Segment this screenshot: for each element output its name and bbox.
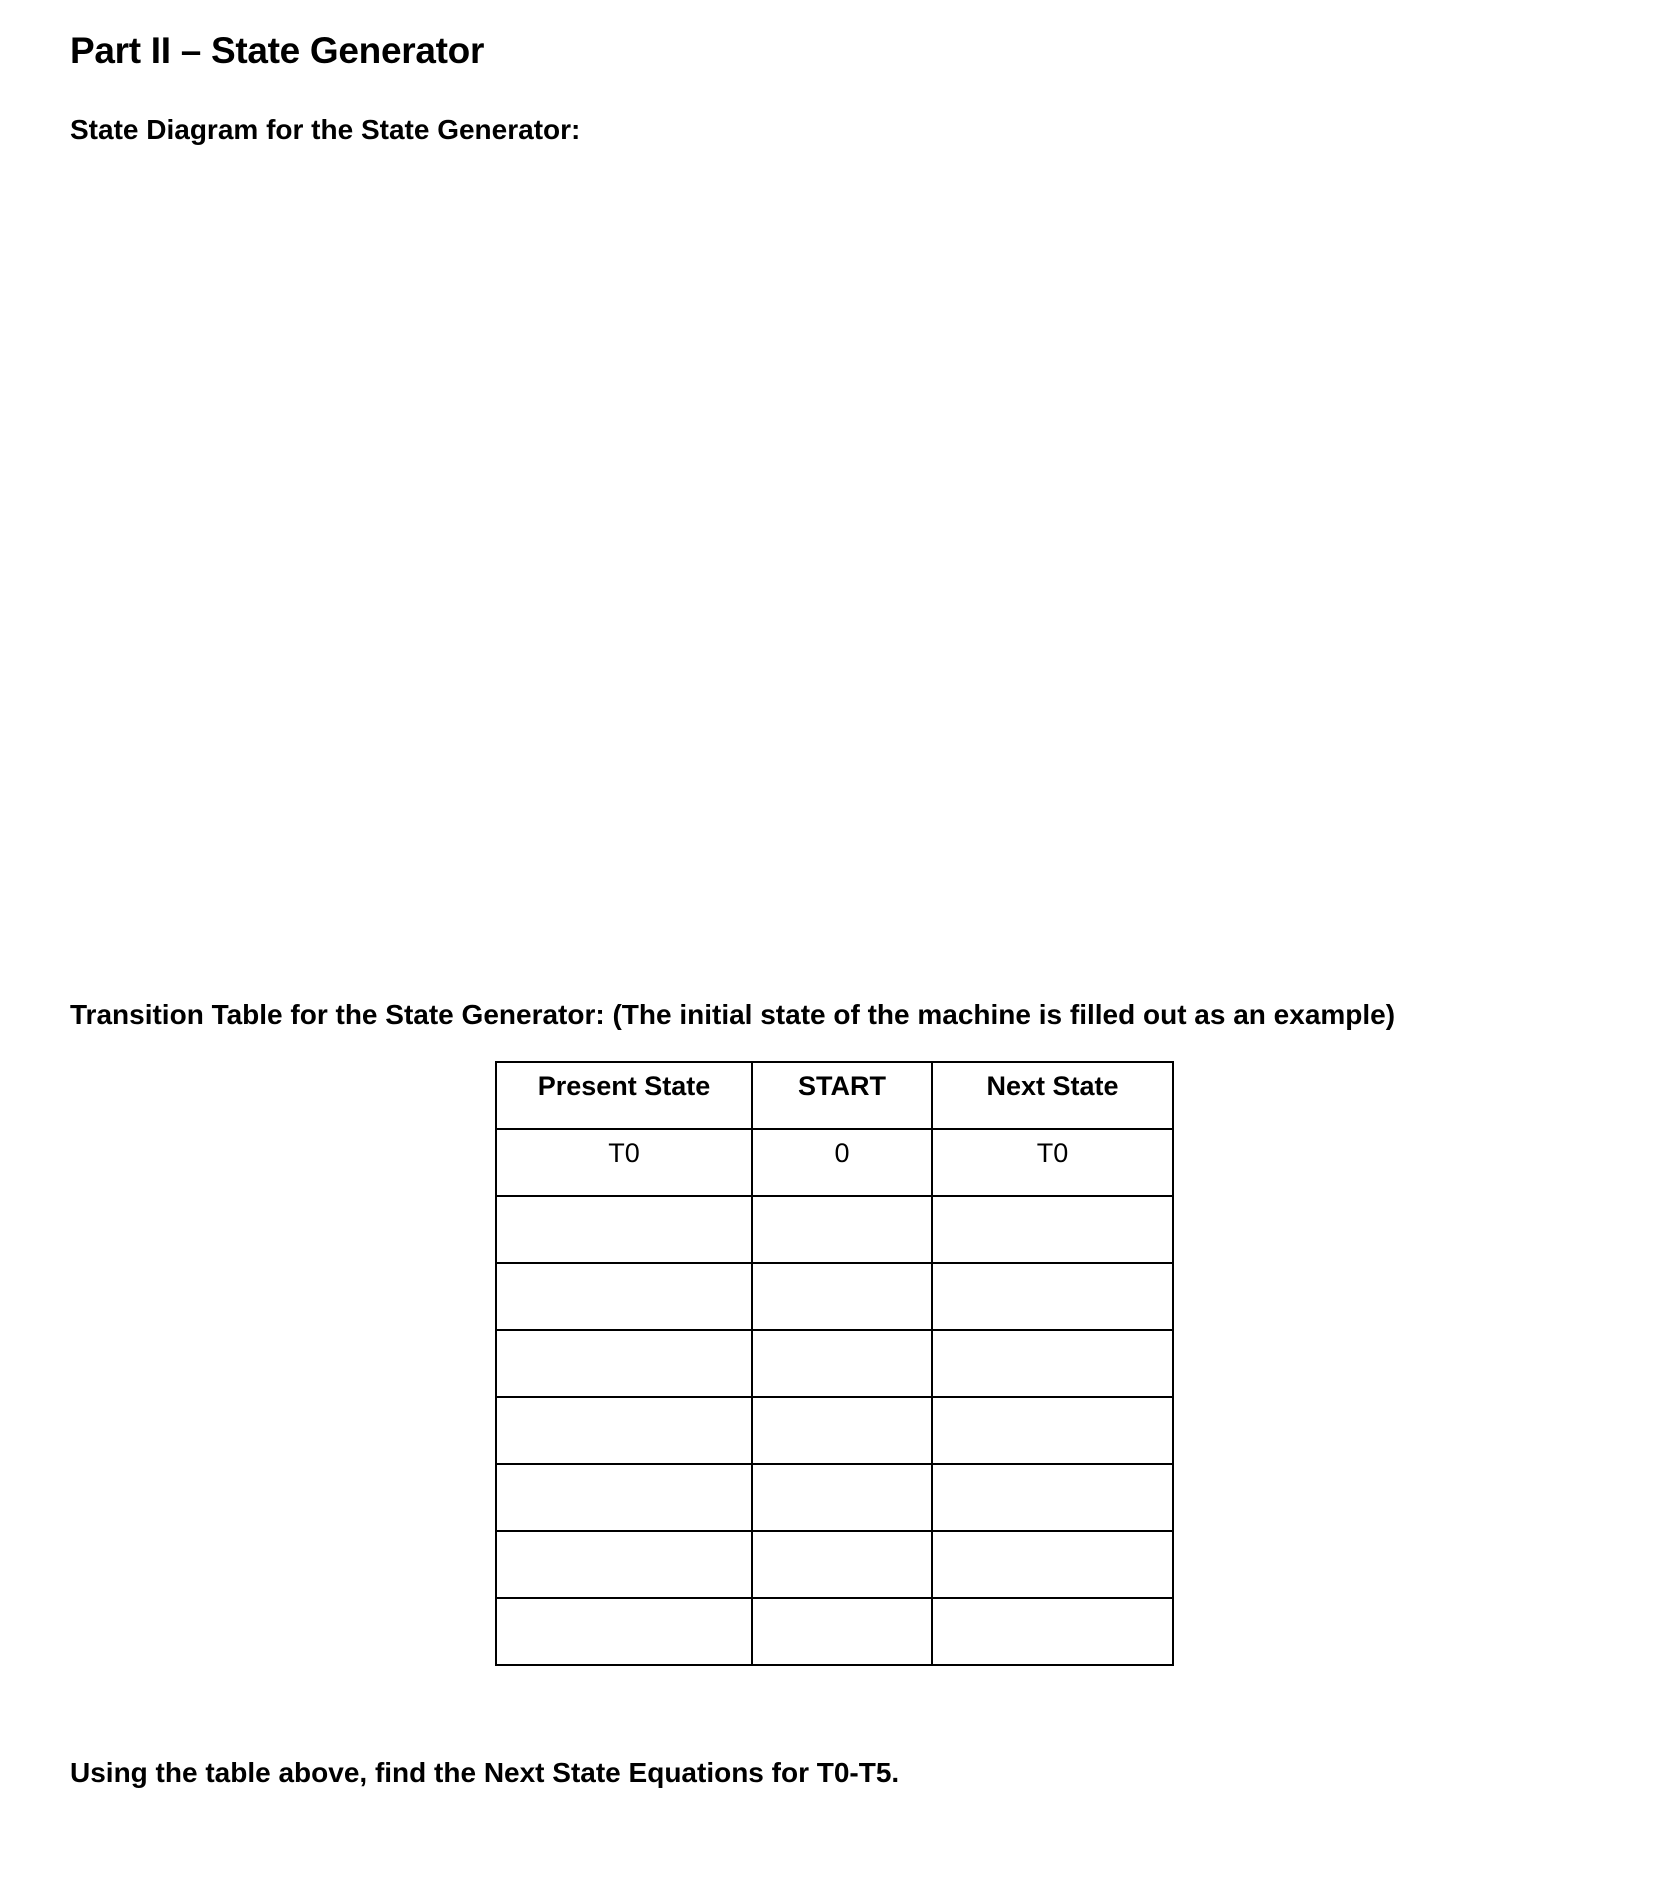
next-state-cell[interactable]	[932, 1330, 1173, 1397]
transition-table-heading: Transition Table for the State Generator: (The initial state of the machine is filled out as an example)	[70, 999, 1396, 1030]
next-state-cell[interactable]	[932, 1531, 1173, 1598]
table-row	[496, 1330, 1173, 1397]
start-cell[interactable]	[752, 1263, 932, 1330]
present-state-cell[interactable]	[496, 1263, 752, 1330]
start-cell[interactable]	[752, 1598, 932, 1665]
start-cell[interactable]	[752, 1397, 932, 1464]
present-state-cell[interactable]	[496, 1598, 752, 1665]
table-row	[496, 1598, 1173, 1665]
next-state-cell[interactable]	[932, 1598, 1173, 1665]
start-cell[interactable]	[752, 1464, 932, 1531]
state-diagram-heading: State Diagram for the State Generator:	[70, 114, 581, 145]
present-state-cell[interactable]: T0	[496, 1129, 752, 1196]
present-state-cell[interactable]	[496, 1196, 752, 1263]
next-state-equations-prompt: Using the table above, find the Next State Equations for T0-T5.	[70, 1757, 900, 1788]
next-state-cell[interactable]	[932, 1196, 1173, 1263]
present-state-cell[interactable]	[496, 1531, 752, 1598]
present-state-cell[interactable]	[496, 1464, 752, 1531]
next-state-cell[interactable]	[932, 1263, 1173, 1330]
next-state-cell[interactable]	[932, 1464, 1173, 1531]
table-row	[496, 1129, 1173, 1196]
table-row	[496, 1263, 1173, 1330]
header-present-state: Present State	[496, 1062, 752, 1129]
table-row	[496, 1464, 1173, 1531]
present-state-cell[interactable]	[496, 1330, 752, 1397]
next-state-cell[interactable]: T0	[932, 1129, 1173, 1196]
start-cell[interactable]	[752, 1196, 932, 1263]
table-row	[496, 1196, 1173, 1263]
start-cell[interactable]: 0	[752, 1129, 932, 1196]
table-header-row	[496, 1062, 1173, 1129]
start-cell[interactable]	[752, 1330, 932, 1397]
next-state-cell[interactable]	[932, 1397, 1173, 1464]
start-cell[interactable]	[752, 1531, 932, 1598]
header-next-state: Next State	[932, 1062, 1173, 1129]
table-row	[496, 1397, 1173, 1464]
page-title: Part II – State Generator	[70, 30, 485, 71]
header-start: START	[752, 1062, 932, 1129]
table-row	[496, 1531, 1173, 1598]
transition-table	[495, 1061, 1174, 1666]
present-state-cell[interactable]	[496, 1397, 752, 1464]
state-diagram-area	[70, 170, 1610, 970]
